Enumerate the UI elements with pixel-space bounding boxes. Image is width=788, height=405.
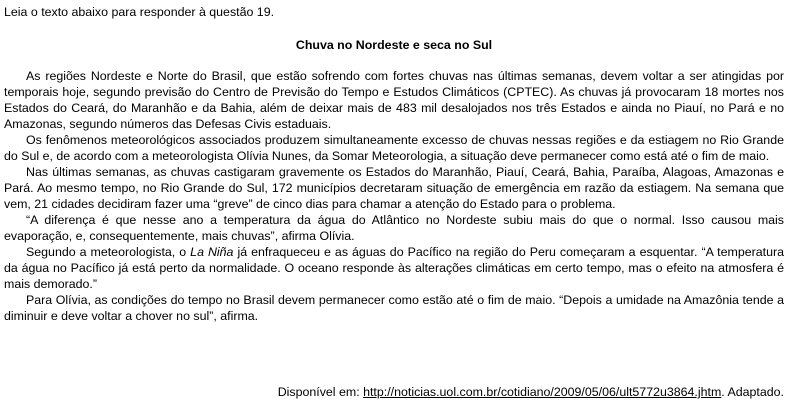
article-body bbox=[4, 68, 784, 324]
paragraph-3: Nas últimas semanas, as chuvas castigaram gravemente os Estados do Maranhão, Piauí, Ceará, Bahia, Paraíba, Alagoas, Amazonas e Pará. Ao mesmo tempo, no Rio Grande do Sul, 172 municípios decretaram situação de emergência em razão da estiagem. Na semana que vem, 21 cidades decidiram fazer uma “greve” de cinco dias para chamar a atenção do Estado para o problema. bbox=[4, 165, 784, 211]
source-citation bbox=[278, 384, 784, 400]
paragraph-5-before: Segundo a meteorologista, o bbox=[26, 245, 191, 259]
paragraph-4: “A diferença é que nesse ano a temperatura da água do Atlântico no Nordeste subiu mais do que o normal. Isso causou mais evaporação, e, consequentemente, mais chuvas”, afirma Olívia. bbox=[4, 213, 784, 243]
source-link[interactable]: http://noticias.uol.com.br/cotidiano/2009/05/06/ult5772u3864.jhtm bbox=[363, 385, 722, 399]
source-prefix: Disponível em: bbox=[277, 385, 364, 399]
paragraph-5-after: já enfraqueceu e as águas do Pacífico na região do Peru começaram a esquentar. “A temperatura da água no Pacífico já está perto da normalidade. O oceano responde às alterações climáticas em certo tempo, mas o efeito na atmosfera é mais demorado.” bbox=[4, 245, 784, 291]
la-nina-term: La Niña bbox=[190, 245, 234, 259]
article-title: Chuva no Nordeste e seca no Sul bbox=[295, 38, 493, 52]
paragraph-2: Os fenômenos meteorológicos associados produzem simultaneamente excesso de chuvas nessas regiões e da estiagem no Rio Grande do Sul e, de acordo com a meteorologista Olívia Nunes, da Somar Meteorologia, a situação deve permanecer como está até o fim de maio. bbox=[4, 133, 784, 163]
paragraph-5 bbox=[4, 244, 784, 292]
source-suffix: . Adaptado. bbox=[721, 385, 784, 399]
paragraph-1: As regiões Nordeste e Norte do Brasil, que estão sofrendo com fortes chuvas nas últimas semanas, devem voltar a ser atingidas por temporais hoje, segundo previsão do Centro de Previsão do Tempo e Estudos Climáticos (CPTEC). As chuvas já provocaram 18 mortes nos Estados do Ceará, do Maranhão e da Bahia, além de deixar mais de 483 mil desalojados nos três Estados e ainda no Piauí, no Pará e no Amazonas, segundo números das Defesas Civis estaduais. bbox=[4, 69, 784, 131]
question-instruction: Leia o texto abaixo para responder à questão 19. bbox=[4, 5, 275, 19]
paragraph-6: Para Olívia, as condições do tempo no Brasil devem permanecer como estão até o fim de maio. “Depois a umidade na Amazônia tende a diminuir e deve voltar a chover no sul”, afirma. bbox=[4, 293, 784, 323]
